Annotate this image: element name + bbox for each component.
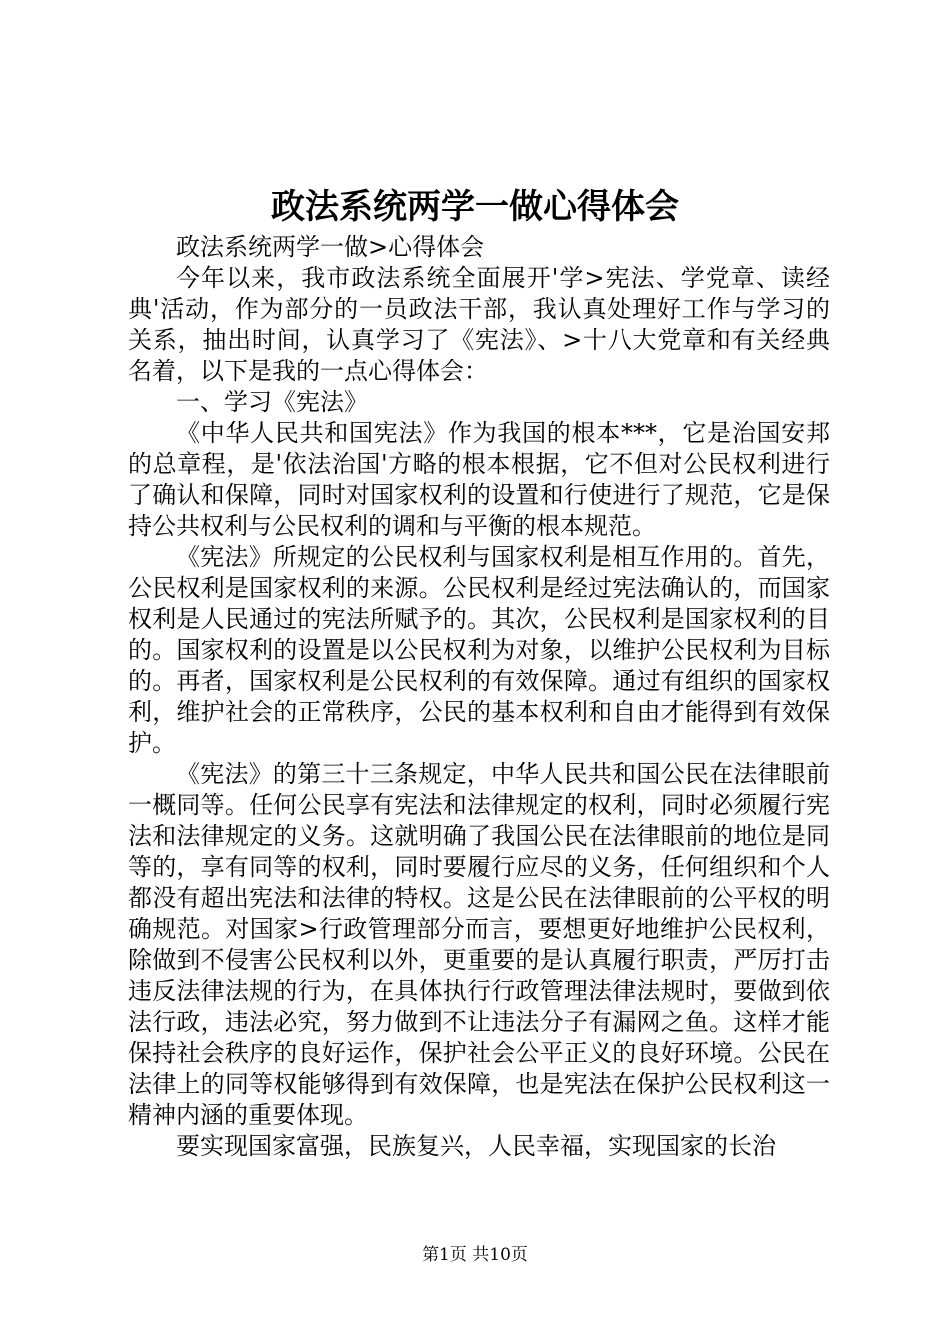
page-number-footer: 第1页 共10页 (422, 1245, 528, 1265)
section-heading-constitution: 一、学习《宪法》 (176, 388, 368, 416)
paragraph-rights-relation: 《宪法》所规定的公民权利与国家权利是相互作用的。首先，公民权利是国家权利的来源。公民权利是经过宪法确认的，而国家权利是人民通过的宪法所赋予的。其次，公民权利是国家权利的目的。国家权利的设置是以公民权利为对象，以维护公民权利为目标的。再者，国家权利是公民权利的有效保障。通过有组织的国家权利，维护社会的正常秩序，公民的基本权利和自由才能得到有效保护。 (128, 543, 830, 757)
document-body (128, 232, 830, 1162)
page-title: 政法系统两学一做心得体会 (271, 187, 679, 227)
paragraph-article-33: 《宪法》的第三十三条规定，中华人民共和国公民在法律眼前一概同等。任何公民享有宪法和法律规定的权利，同时必须履行宪法和法律规定的义务。这就明确了我国公民在法律眼前的地位是同等的，享有同等的权利，同时要履行应尽的义务，任何组织和个人都没有超出宪法和法律的特权。这是公民在法律眼前的公平权的明确规范。对国家>行政管理部分而言，要想更好地维护公民权利，除做到不侵害公民权利以外，更重要的是认真履行职责，严厉打击违反法律法规的行为，在具体执行行政管理法律法规时，要做到依法行政，违法必究，努力做到不让违法分子有漏网之鱼。这样才能保持社会秩序的良好运作，保护社会公平正义的良好环境。公民在法律上的同等权能够得到有效保障，也是宪法在保护公民权利这一精神内涵的重要体现。 (128, 760, 830, 1129)
paragraph-intro: 今年以来，我市政法系统全面展开'学>宪法、学党章、读经典'活动，作为部分的一员政法干部，我认真处理好工作与学习的关系，抽出时间，认真学习了《宪法》、>十八大党章和有关经典名着，以下是我的一点心得体会： (128, 264, 830, 385)
paragraph-constitution-overview: 《中华人民共和国宪法》作为我国的根本***，它是治国安邦的总章程，是'依法治国'方略的根本根据，它不但对公民权利进行了确认和保障，同时对国家权利的设置和行使进行了规范，它是保持公共权利与公民权利的调和与平衡的根本规范。 (128, 419, 830, 540)
paragraph-closing-partial: 要实现国家富强，民族复兴，人民幸福，实现国家的长治 (176, 1132, 776, 1160)
paragraph-heading: 政法系统两学一做>心得体会 (176, 233, 485, 261)
